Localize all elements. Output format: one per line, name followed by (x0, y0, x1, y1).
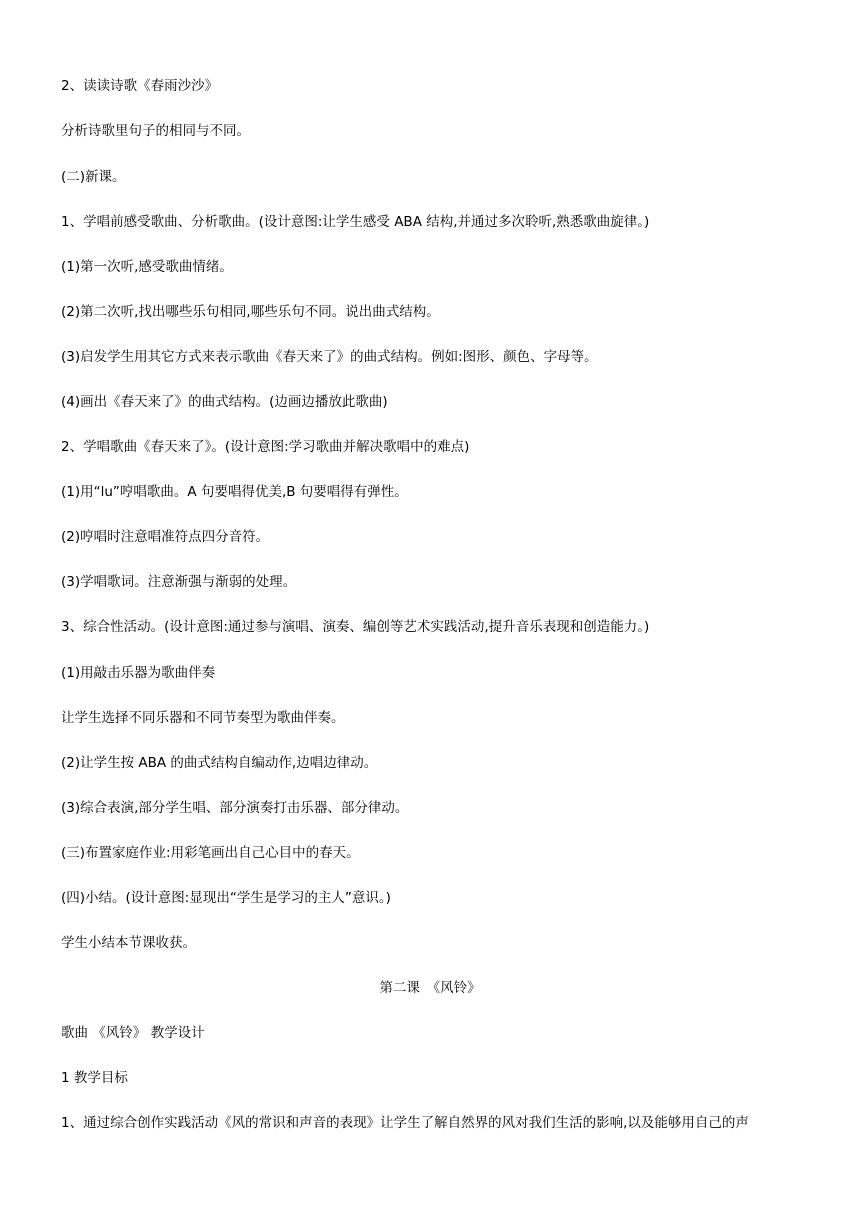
list-item: (2)第二次听,找出哪些乐句相同,哪些乐句不同。说出曲式结构。 (61, 304, 440, 320)
list-item: (4)画出《春天来了》的曲式结构。(边画边播放此歌曲) (61, 394, 388, 410)
paragraph: 让学生选择不同乐器和不同节奏型为歌曲伴奏。 (61, 710, 345, 726)
section-heading: (三)布置家庭作业:用彩笔画出自己心目中的春天。 (61, 845, 360, 861)
section-heading: (二)新课。 (61, 169, 126, 185)
section-heading: 2、读读诗歌《春雨沙沙》 (61, 78, 219, 94)
list-item: (3)综合表演,部分学生唱、部分演奏打击乐器、部分律动。 (61, 800, 409, 816)
subheading: 歌曲 《风铃》 教学设计 (61, 1025, 205, 1041)
list-item: (3)学唱歌词。注意渐强与渐弱的处理。 (61, 574, 297, 590)
subheading: 1 教学目标 (61, 1070, 128, 1086)
list-item: (1)第一次听,感受歌曲情绪。 (61, 259, 233, 275)
list-item: (1)用“lu”哼唱歌曲。A 句要唱得优美,B 句要唱得有弹性。 (61, 484, 408, 500)
paragraph: 1、学唱前感受歌曲、分析歌曲。(设计意图:让学生感受 ABA 结构,并通过多次聆听,熟悉歌曲旋律。) (61, 214, 650, 230)
paragraph: 学生小结本节课收获。 (61, 935, 196, 951)
section-heading: (四)小结。(设计意图:显现出“学生是学习的主人”意识。) (61, 890, 391, 906)
lesson-title: 第二课 《风铃》 (379, 980, 481, 996)
paragraph: 1、通过综合创作实践活动《风的常识和声音的表现》让学生了解自然界的风对我们生活的影响,以及能够用自己的声 (61, 1115, 749, 1131)
list-item: (2)哼唱时注意唱准符点四分音符。 (61, 529, 270, 545)
list-item: (2)让学生按 ABA 的曲式结构自编动作,边唱边律动。 (61, 755, 378, 771)
paragraph: 分析诗歌里句子的相同与不同。 (61, 123, 250, 139)
paragraph: 3、综合性活动。(设计意图:通过参与演唱、演奏、编创等艺术实践活动,提升音乐表现和创造能力。) (61, 619, 650, 635)
list-item: (1)用敲击乐器为歌曲伴奏 (61, 665, 216, 681)
list-item: (3)启发学生用其它方式来表示歌曲《春天来了》的曲式结构。例如:图形、颜色、字母等。 (61, 349, 598, 365)
paragraph: 2、学唱歌曲《春天来了》。(设计意图:学习歌曲并解决歌唱中的难点) (61, 439, 470, 455)
